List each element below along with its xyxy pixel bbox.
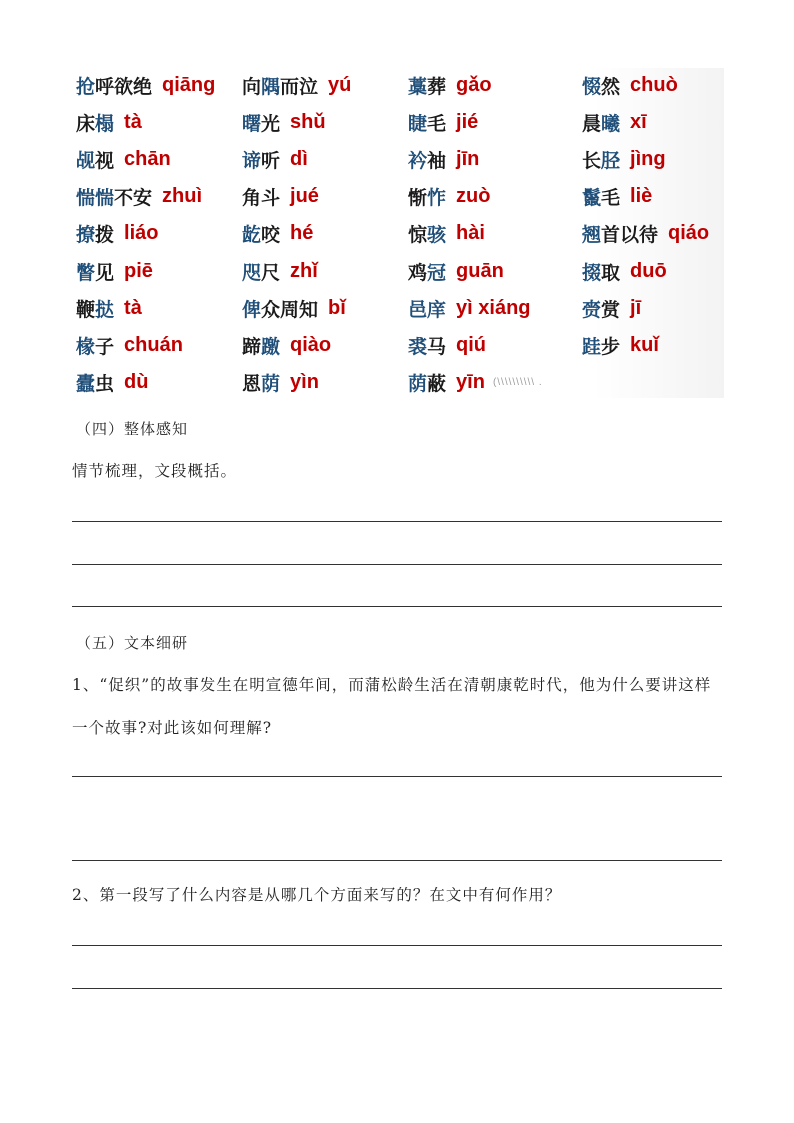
vocab-item [242, 68, 351, 102]
vocab-word-part: 长 [582, 149, 602, 172]
vocab-pinyin: qiāng [162, 73, 216, 96]
vocab-word [76, 332, 114, 359]
vocab-word-part: 挞 [95, 298, 115, 321]
vocab-word-part: 庠 [427, 298, 447, 321]
vocab-word [242, 146, 280, 173]
vocab-item [408, 366, 543, 400]
vocab-word-part: 抢 [76, 75, 96, 98]
vocab-word [242, 369, 280, 396]
vocab-word-part: 晨 [582, 112, 602, 135]
vocab-word-part: 蠹 [76, 373, 96, 396]
vocab-word-part: 冠 [427, 261, 447, 284]
vocab-word-part: 躈 [261, 335, 281, 358]
vocab-item [76, 180, 202, 214]
vocab-item [76, 366, 148, 400]
vocab-pinyin: zuò [456, 185, 491, 208]
faint-note: (\\\\\\\\\\ . [492, 377, 543, 389]
vocab-item [76, 291, 142, 325]
vocab-word [408, 183, 446, 210]
vocab-word-part: 咫 [242, 261, 262, 284]
vocab-word-part: 斗 [261, 187, 281, 210]
vocab-word-part: 衿 [408, 149, 428, 172]
vocab-word-part: 视 [95, 149, 115, 172]
vocab-word-part: 毛 [427, 112, 447, 135]
vocab-word [582, 295, 620, 322]
vocab-word-part: 恩 [242, 373, 262, 396]
vocab-word-part: 咬 [261, 224, 281, 247]
vocab-word-part: 葬 [427, 75, 447, 98]
vocab-word-part: 首以待 [601, 224, 659, 247]
question-2: 2、第一段写了什么内容是从哪几个方面来写的？在文中有何作用？ [72, 886, 562, 904]
vocab-word [582, 220, 658, 247]
vocab-word-part: 毛 [601, 187, 621, 210]
vocab-word-part: 惴惴 [76, 187, 115, 210]
vocab-word-part: 赍 [582, 298, 602, 321]
vocab-word-part: 藁 [408, 75, 428, 98]
vocab-word-part: 拨 [95, 224, 115, 247]
vocab-word-part: 荫 [261, 373, 281, 396]
vocab-pinyin: dì [290, 147, 308, 170]
vocab-word [76, 146, 114, 173]
section-4-prompt: 情节梳理，文段概括。 [72, 462, 238, 480]
vocab-pinyin: yìn [290, 371, 319, 394]
vocab-pinyin: kuǐ [630, 333, 659, 356]
vocab-word-part: 曙 [242, 112, 262, 135]
vocab-item [408, 328, 486, 362]
vocab-word-part: 赏 [601, 298, 621, 321]
vocab-word-part: 不安 [114, 187, 153, 210]
vocab-word [582, 109, 620, 136]
vocab-pinyin: zhuì [162, 185, 203, 208]
vocab-pinyin: tà [124, 110, 142, 133]
vocab-word [408, 220, 446, 247]
vocab-word [242, 109, 280, 136]
vocab-item [242, 254, 318, 288]
vocab-pinyin: yú [328, 73, 352, 96]
vocab-item [582, 217, 709, 251]
vocab-pinyin: chān [124, 147, 171, 170]
vocab-word [408, 109, 446, 136]
vocab-item [408, 217, 485, 251]
vocab-word [408, 369, 446, 396]
vocab-word-part: 呼欲绝 [95, 75, 153, 98]
vocab-word-part: 众周知 [261, 298, 319, 321]
vocab-word-part: 步 [601, 335, 621, 358]
vocab-word [76, 220, 114, 247]
vocab-pinyin: chuò [630, 73, 678, 96]
vocab-word [242, 295, 318, 322]
vocab-word-part: 向 [242, 75, 262, 98]
answer-line [72, 606, 722, 607]
vocab-word-part: 掇 [582, 261, 602, 284]
vocab-pinyin: gǎo [456, 73, 492, 96]
vocab-word-part: 见 [95, 261, 115, 284]
vocab-pinyin: jìng [630, 147, 666, 170]
vocab-word-part: 谛 [242, 149, 262, 172]
answer-line [72, 776, 722, 777]
vocab-word-part: 马 [427, 335, 447, 358]
vocab-word-part: 取 [601, 261, 621, 284]
vocab-word-part: 听 [261, 149, 281, 172]
vocab-item [582, 254, 667, 288]
vocab-item [408, 105, 478, 139]
vocab-word [582, 258, 620, 285]
vocab-word-part: 椽 [76, 335, 96, 358]
vocab-item [242, 217, 313, 251]
vocab-word-part: 惭 [408, 187, 428, 210]
vocab-word [76, 109, 114, 136]
vocab-word-part: 翘 [582, 224, 602, 247]
vocab-word [408, 332, 446, 359]
vocab-item [242, 366, 319, 400]
section-5-heading: （五）文本细研 [76, 634, 189, 652]
vocab-item [408, 291, 531, 325]
vocab-word [76, 258, 114, 285]
vocab-pinyin: jīn [456, 147, 480, 170]
vocab-word-part: 蹄 [242, 335, 262, 358]
vocab-item [76, 254, 153, 288]
vocab-word-part: 而泣 [280, 75, 319, 98]
answer-line [72, 564, 722, 565]
vocab-word [408, 295, 446, 322]
vocab-pinyin: yīn [456, 371, 485, 394]
vocab-word-part: 裘 [408, 335, 428, 358]
vocab-word [76, 183, 152, 210]
vocab-item [242, 105, 326, 139]
vocab-pinyin: qiáo [668, 222, 710, 245]
vocab-item [582, 180, 652, 214]
vocab-word-part: 榻 [95, 112, 115, 135]
vocab-word-part: 光 [261, 112, 281, 135]
vocab-word-part: 俾 [242, 298, 262, 321]
vocab-word-part: 床 [76, 112, 96, 135]
vocab-item [582, 328, 659, 362]
vocab-word [582, 332, 620, 359]
vocab-item [242, 142, 308, 176]
vocab-word-part: 子 [95, 335, 115, 358]
answer-line [72, 945, 722, 946]
vocab-pinyin: hé [290, 222, 314, 245]
answer-line [72, 988, 722, 989]
vocab-word [242, 258, 280, 285]
vocab-pinyin: liáo [124, 222, 159, 245]
vocab-word-part: 觇 [76, 149, 96, 172]
vocab-item [76, 217, 158, 251]
vocab-word [408, 146, 446, 173]
vocab-item [76, 68, 215, 102]
vocab-pinyin: xī [630, 110, 647, 133]
vocab-pinyin: qiào [290, 333, 332, 356]
vocab-word-part: 怍 [427, 187, 447, 210]
vocab-pinyin: shǔ [290, 110, 326, 133]
vocab-item [582, 291, 641, 325]
question-1: 1、“促织”的故事发生在明宣德年间，而蒲松龄生活在清朝康乾时代，他为什么要讲这样一个故事?对此该如何理解? [72, 676, 712, 737]
vocab-word [76, 295, 114, 322]
vocab-word-part: 荫 [408, 373, 428, 396]
vocab-word-part: 鸡 [408, 261, 428, 284]
answer-line [72, 521, 722, 522]
vocab-word [242, 72, 318, 99]
vocab-pinyin: hài [456, 222, 485, 245]
vocab-item [242, 180, 319, 214]
vocab-item [582, 68, 678, 102]
vocab-word-part: 蔽 [427, 373, 447, 396]
vocab-word-part: 龁 [242, 224, 262, 247]
vocab-word-part: 鬣 [582, 187, 602, 210]
vocab-item [76, 105, 142, 139]
vocab-pinyin: dù [124, 371, 149, 394]
vocab-word-part: 虫 [95, 373, 115, 396]
vocab-word [408, 72, 446, 99]
vocab-pinyin: jié [456, 110, 479, 133]
vocab-pinyin: yì xiáng [456, 296, 531, 319]
vocab-word-part: 撩 [76, 224, 96, 247]
vocab-item [582, 105, 647, 139]
vocab-word [76, 369, 114, 396]
vocab-word-part: 隅 [261, 75, 281, 98]
vocab-pinyin: piē [124, 259, 153, 282]
vocab-pinyin: guān [456, 259, 504, 282]
vocab-pinyin: tà [124, 296, 142, 319]
vocab-word [242, 220, 280, 247]
vocab-word-part: 睫 [408, 112, 428, 135]
vocab-word-part: 邑 [408, 298, 428, 321]
vocab-pinyin: bǐ [328, 296, 346, 319]
vocab-word [76, 72, 152, 99]
vocab-item [408, 180, 490, 214]
vocab-word [582, 183, 620, 210]
vocab-item [582, 142, 666, 176]
vocab-word-part: 胫 [601, 149, 621, 172]
vocab-item [408, 68, 492, 102]
vocab-pinyin: zhǐ [290, 259, 318, 282]
vocab-word-part: 瞥 [76, 261, 96, 284]
vocab-word [242, 332, 280, 359]
vocab-word-part: 鞭 [76, 298, 96, 321]
vocab-item [242, 291, 346, 325]
vocab-word-part: 惙 [582, 75, 602, 98]
vocab-pinyin: chuán [124, 333, 183, 356]
vocab-item [76, 142, 171, 176]
vocab-pinyin: duō [630, 259, 667, 282]
vocab-word-part: 跬 [582, 335, 602, 358]
vocab-pinyin: jué [290, 185, 319, 208]
vocab-word-part: 尺 [261, 261, 281, 284]
vocab-item [408, 254, 504, 288]
vocab-word [582, 146, 620, 173]
section-4-heading: （四）整体感知 [76, 420, 189, 438]
vocab-word-part: 角 [242, 187, 262, 210]
vocab-word [242, 183, 280, 210]
vocab-word-part: 曦 [601, 112, 621, 135]
vocab-pinyin: jī [630, 296, 642, 319]
vocab-word-part: 袖 [427, 149, 447, 172]
vocab-pinyin: liè [630, 185, 653, 208]
vocab-item [76, 328, 183, 362]
vocab-item [408, 142, 479, 176]
vocab-word-part: 然 [601, 75, 621, 98]
vocab-word [408, 258, 446, 285]
vocab-word-part: 惊 [408, 224, 428, 247]
answer-line [72, 860, 722, 861]
vocabulary-table [72, 68, 724, 398]
vocab-item [242, 328, 331, 362]
vocab-pinyin: qiú [456, 333, 487, 356]
vocab-word [582, 72, 620, 99]
vocab-word-part: 骇 [427, 224, 447, 247]
